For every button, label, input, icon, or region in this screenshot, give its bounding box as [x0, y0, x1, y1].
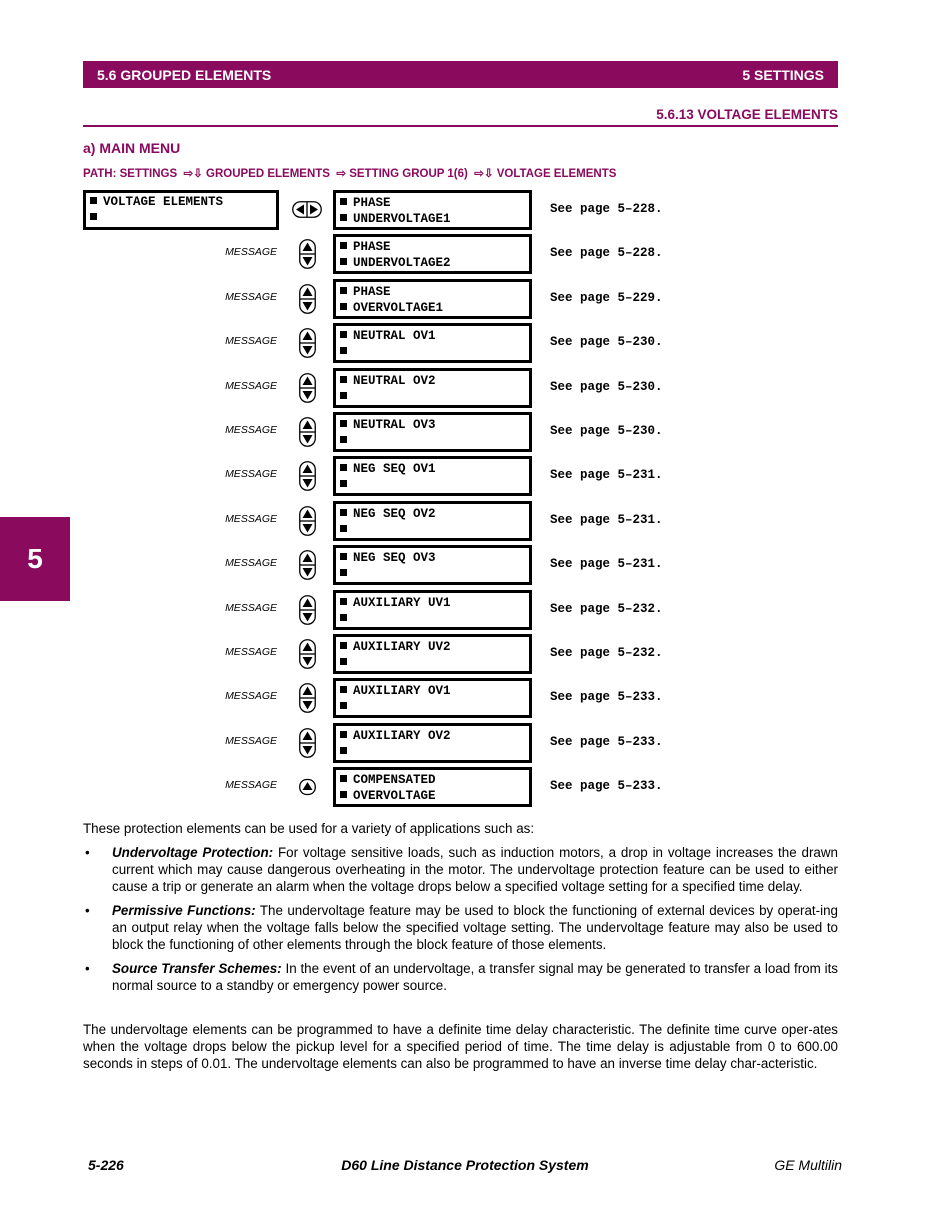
- square-bullet-icon: [340, 658, 347, 665]
- menu-item-label: AUXILIARY UV1: [353, 595, 451, 610]
- menu-row: [0, 323, 950, 363]
- up-down-arrow-keys-icon: [299, 239, 316, 269]
- square-bullet-icon: [340, 569, 347, 576]
- square-bullet-icon: [340, 598, 347, 605]
- message-label: MESSAGE: [225, 734, 277, 747]
- bullet-item: [83, 844, 838, 895]
- menu-row: [0, 634, 950, 674]
- message-label: MESSAGE: [225, 246, 277, 259]
- page-reference: See page 5–230.: [550, 424, 663, 438]
- application-list: [83, 844, 838, 1001]
- message-label: MESSAGE: [225, 290, 277, 303]
- bullet-item: [83, 960, 838, 994]
- menu-item-display[interactable]: [333, 323, 532, 363]
- square-bullet-icon: [340, 614, 347, 621]
- footer-page-number: 5-226: [88, 1157, 124, 1173]
- menu-item-label: PHASE: [353, 196, 391, 210]
- page-reference: See page 5–232.: [550, 601, 663, 616]
- message-label: MESSAGE: [225, 557, 277, 570]
- menu-row: [0, 456, 950, 496]
- message-label: MESSAGE: [225, 646, 277, 658]
- menu-item-display[interactable]: [333, 456, 532, 496]
- bullet-term: Permissive Functions:: [112, 903, 256, 918]
- menu-item-display[interactable]: [333, 190, 532, 230]
- menu-row: [0, 723, 950, 763]
- page-reference: See page 5–233.: [550, 779, 663, 794]
- menu-row: [0, 501, 950, 541]
- page-reference: See page 5–231.: [550, 468, 663, 483]
- square-bullet-icon: [340, 303, 347, 310]
- menu-row: [0, 590, 950, 630]
- page-reference: See page 5–230.: [550, 379, 663, 394]
- bullet-text: In the event of an undervoltage, a transfer signal may be generated to transfer a load from its normal source to a standby or emergency power source.: [112, 961, 838, 993]
- menu-item-label: NEG SEQ OV2: [353, 506, 436, 521]
- path-arrow-icon: ⇨: [333, 168, 350, 180]
- bullet-item: [83, 902, 838, 953]
- square-bullet-icon: [340, 242, 347, 249]
- menu-item-display[interactable]: [333, 767, 532, 807]
- page-reference: See page 5–228.: [550, 246, 663, 261]
- square-bullet-icon: [340, 702, 347, 709]
- bullet-term: Source Transfer Schemes:: [112, 961, 282, 976]
- menu-item-display[interactable]: [333, 368, 532, 408]
- menu-item-display[interactable]: [333, 678, 532, 718]
- message-label: MESSAGE: [225, 424, 277, 436]
- square-bullet-icon: [340, 420, 347, 427]
- menu-row: [0, 368, 950, 408]
- menu-item-label: AUXILIARY OV2: [353, 728, 451, 743]
- up-down-arrow-keys-icon: [299, 328, 316, 358]
- section-title: 5.6 GROUPED ELEMENTS: [97, 66, 272, 83]
- up-down-arrow-keys-icon: [299, 639, 316, 669]
- intro-paragraph: These protection elements can be used for a variety of applications such as:: [83, 821, 535, 836]
- up-down-arrow-keys-icon: [299, 728, 316, 758]
- square-bullet-icon: [340, 686, 347, 693]
- up-down-arrow-keys-icon: [299, 550, 316, 580]
- square-bullet-icon: [340, 642, 347, 649]
- square-bullet-icon: [340, 731, 347, 738]
- square-bullet-icon: [340, 214, 347, 221]
- menu-item-display[interactable]: [333, 590, 532, 630]
- message-label: MESSAGE: [225, 468, 277, 481]
- menu-item-label: UNDERVOLTAGE1: [353, 212, 451, 226]
- square-bullet-icon: [340, 376, 347, 383]
- menu-item-display[interactable]: [333, 634, 532, 674]
- page-reference: See page 5–232.: [550, 646, 663, 660]
- square-bullet-icon: [340, 392, 347, 399]
- page-reference: See page 5–231.: [550, 512, 663, 527]
- path-step: SETTING GROUP 1(6): [349, 168, 468, 180]
- square-bullet-icon: [340, 347, 347, 354]
- menu-row: [0, 767, 950, 807]
- page-reference: See page 5–233.: [550, 690, 663, 705]
- path-prefix: PATH: SETTINGS: [83, 168, 178, 180]
- menu-row: [0, 190, 950, 230]
- square-bullet-icon: [340, 258, 347, 265]
- menu-item-display[interactable]: [333, 501, 532, 541]
- up-down-arrow-keys-icon: [299, 417, 316, 447]
- page-reference: See page 5–230.: [550, 335, 663, 350]
- bullet-dot-icon: •: [85, 903, 90, 918]
- square-bullet-icon: [340, 436, 347, 443]
- up-down-arrow-keys-icon: [299, 595, 316, 625]
- up-arrow-key-icon: [299, 772, 316, 802]
- path-step: GROUPED ELEMENTS: [206, 168, 330, 180]
- message-label: MESSAGE: [225, 379, 277, 392]
- subsection-title: 5.6.13 VOLTAGE ELEMENTS: [83, 107, 838, 127]
- menu-row: [0, 279, 950, 319]
- menu-row: [0, 412, 950, 452]
- square-bullet-icon: [340, 464, 347, 471]
- menu-row: [0, 678, 950, 718]
- page-reference: See page 5–233.: [550, 734, 663, 749]
- page-reference: See page 5–228.: [550, 202, 663, 216]
- menu-row: [0, 545, 950, 585]
- up-down-arrow-keys-icon: [299, 461, 316, 491]
- up-down-arrow-keys-icon: [299, 506, 316, 536]
- square-bullet-icon: [340, 775, 347, 782]
- page-reference: See page 5–229.: [550, 290, 663, 305]
- message-label: MESSAGE: [225, 601, 277, 614]
- menu-item-label: NEUTRAL OV1: [353, 329, 436, 344]
- path-step: VOLTAGE ELEMENTS: [496, 168, 617, 180]
- footer-company: GE Multilin: [774, 1157, 842, 1173]
- bullet-term: Undervoltage Protection:: [112, 845, 274, 860]
- menu-item-label: NEUTRAL OV2: [353, 373, 436, 388]
- square-bullet-icon: [340, 553, 347, 560]
- page-reference: See page 5–231.: [550, 557, 663, 572]
- message-label: MESSAGE: [225, 690, 277, 703]
- menu-item-display[interactable]: [333, 279, 532, 319]
- up-down-arrow-keys-icon: [299, 683, 316, 713]
- menu-item-label: AUXILIARY OV1: [353, 684, 451, 699]
- menu-item-label: NEG SEQ OV3: [353, 551, 436, 566]
- menu-item-display[interactable]: [333, 545, 532, 585]
- up-down-arrow-keys-icon: [299, 284, 316, 314]
- bullet-text: For voltage sensitive loads, such as induction motors, a drop in voltage increases the drawn current which may cause dangerous overheating in the motor. The undervoltage protection feature can be used to either cause a trip or generate an alarm when the voltage drops below a specified voltage setting for a specified time delay.: [112, 845, 838, 894]
- menu-item-label: OVERVOLTAGE1: [353, 300, 444, 315]
- up-down-arrow-keys-icon: [299, 373, 316, 403]
- menu-item-display[interactable]: [333, 234, 532, 274]
- menu-item-label: COMPENSATED: [353, 773, 436, 788]
- square-bullet-icon: [340, 525, 347, 532]
- menu-item-label: AUXILIARY UV2: [353, 640, 451, 654]
- menu-item-label: PHASE: [353, 240, 391, 255]
- square-bullet-icon: [340, 287, 347, 294]
- square-bullet-icon: [340, 791, 347, 798]
- square-bullet-icon: [340, 331, 347, 338]
- menu-path: [83, 166, 616, 180]
- menu-item-display[interactable]: [333, 412, 532, 452]
- menu-item-label: NEG SEQ OV1: [353, 462, 436, 477]
- square-bullet-icon: [340, 747, 347, 754]
- bullet-text: The undervoltage feature may be used to block the functioning of external devices by operat-ing an output relay when the voltage falls below the specified voltage setting. The undervoltage feature may also be used to block the functioning of other elements through the block feature of those elements.: [112, 903, 838, 952]
- closing-paragraph: The undervoltage elements can be programmed to have a definite time delay characteristic. The definite time curve oper-ates when the voltage drops below the pickup level for a specified period of time. The time delay is adjustable from 0 to 600.00 seconds in steps of 0.01. The undervoltage elements can also be programmed to have an inverse time delay char-acteristic.: [83, 1022, 838, 1071]
- chapter-title: 5 SETTINGS: [742, 66, 824, 83]
- subheading: a) MAIN MENU: [83, 140, 181, 156]
- root-menu-label: VOLTAGE ELEMENTS: [103, 195, 224, 209]
- message-label: MESSAGE: [225, 335, 277, 348]
- message-label: MESSAGE: [225, 779, 277, 792]
- menu-item-label: OVERVOLTAGE: [353, 789, 436, 804]
- square-bullet-icon: [340, 509, 347, 516]
- section-header-bar: [83, 61, 838, 88]
- menu-row: [0, 234, 950, 274]
- square-bullet-icon: [340, 480, 347, 487]
- square-bullet-icon: [340, 198, 347, 205]
- menu-item-label: NEUTRAL OV3: [353, 418, 436, 432]
- bullet-dot-icon: •: [85, 961, 90, 976]
- path-arrow-icon: ⇨⇩: [471, 168, 497, 180]
- chapter-side-tab: 5: [0, 517, 70, 601]
- footer-title: D60 Line Distance Protection System: [341, 1157, 589, 1173]
- menu-item-label: PHASE: [353, 284, 391, 299]
- message-label: MESSAGE: [225, 512, 277, 525]
- bullet-dot-icon: •: [85, 845, 90, 860]
- menu-item-label: UNDERVOLTAGE2: [353, 256, 451, 271]
- path-arrow-icon: ⇨⇩: [180, 168, 207, 180]
- menu-item-display[interactable]: [333, 723, 532, 763]
